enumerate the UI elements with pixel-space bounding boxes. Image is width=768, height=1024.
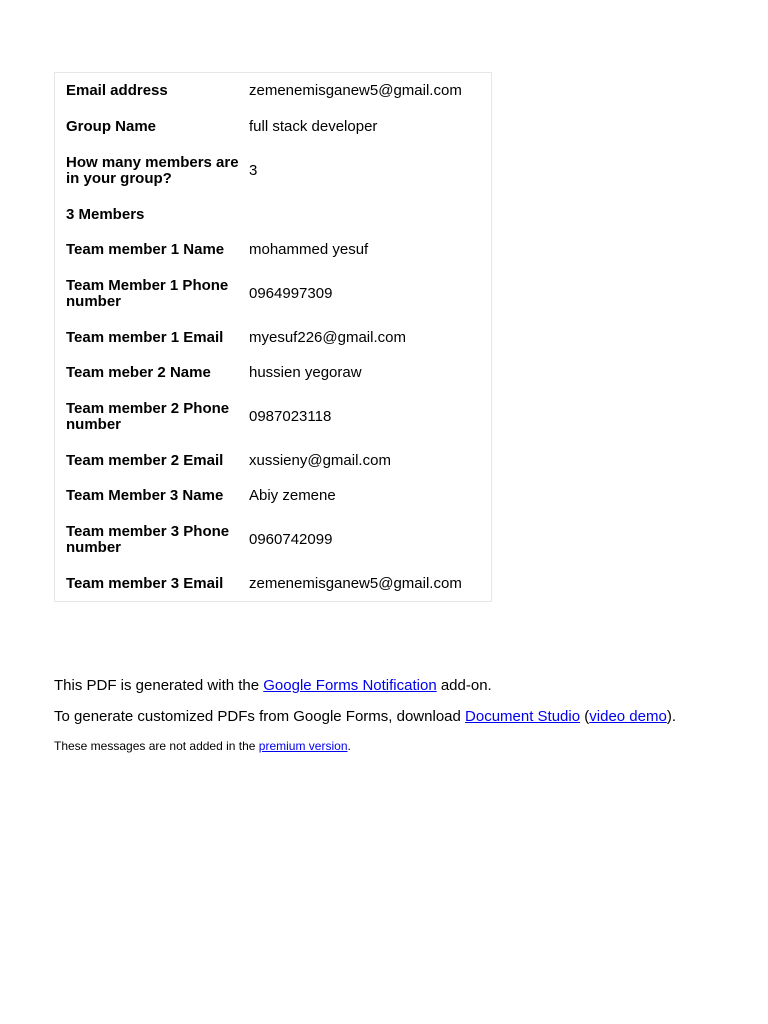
answer-value: zemenemisganew5@gmail.com — [249, 82, 462, 100]
answer-value: 0964997309 — [249, 285, 333, 302]
footer-notice — [54, 676, 754, 754]
answer-value — [249, 197, 492, 233]
section-label: 3 Members — [66, 205, 145, 223]
google-forms-notification-link[interactable]: Google Forms Notification — [263, 677, 437, 694]
document-studio-link[interactable]: Document Studio — [465, 708, 581, 725]
generated-by-suffix: add-on. — [436, 677, 492, 694]
premium-notice-suffix: . — [347, 739, 351, 753]
table-row — [55, 566, 492, 602]
question-label: Team Member 1 Phone number — [66, 277, 229, 310]
table-row — [55, 514, 492, 566]
customize-mid: ( — [580, 708, 590, 725]
answer-value: 3 — [249, 162, 258, 179]
generated-by-prefix: This PDF is generated with the — [54, 677, 264, 694]
question-label: How many members are in your group? — [66, 154, 239, 187]
answer-value: full stack developer — [249, 118, 378, 136]
answer-value: mohammed yesuf — [249, 241, 369, 259]
table-row — [55, 268, 492, 320]
table-row — [55, 110, 492, 146]
table-row — [55, 391, 492, 443]
answer-value: 0987023118 — [249, 408, 332, 425]
table-row — [55, 479, 492, 515]
question-label: Team member 3 Email — [66, 574, 224, 592]
customize-line — [54, 707, 754, 727]
customize-suffix: ). — [666, 708, 676, 725]
question-label: Team Member 3 Name — [66, 487, 224, 505]
question-label: Team member 2 Phone number — [66, 400, 230, 433]
table-row — [55, 356, 492, 392]
answer-value: xussieny@gmail.com — [249, 451, 391, 469]
table-row — [55, 320, 492, 356]
table-row — [55, 233, 492, 269]
question-label: Team member 1 Email — [66, 328, 224, 346]
answer-value: Abiy zemene — [249, 487, 336, 505]
generated-by-line — [54, 676, 754, 696]
answer-value: myesuf226@gmail.com — [249, 328, 406, 346]
question-label: Team member 2 Email — [66, 451, 224, 469]
answer-value: hussien yegoraw — [249, 364, 362, 382]
premium-notice-prefix: These messages are not added in the — [54, 739, 259, 753]
answer-value: zemenemisganew5@gmail.com — [249, 574, 462, 592]
question-label: Team meber 2 Name — [66, 364, 211, 382]
answer-value: 0960742099 — [249, 531, 333, 548]
question-label: Team member 3 Phone number — [66, 523, 230, 556]
table-row — [55, 73, 492, 110]
table-row — [55, 145, 492, 197]
video-demo-link[interactable]: video demo — [589, 708, 667, 725]
table-row — [55, 197, 492, 233]
question-label: Team member 1 Name — [66, 241, 225, 259]
premium-version-link[interactable]: premium version — [258, 739, 348, 753]
premium-notice-line — [54, 738, 754, 754]
response-table — [54, 72, 492, 602]
table-row — [55, 443, 492, 479]
question-label: Email address — [66, 82, 168, 100]
customize-prefix: To generate customized PDFs from Google Forms, download — [54, 708, 466, 725]
question-label: Group Name — [66, 118, 157, 136]
